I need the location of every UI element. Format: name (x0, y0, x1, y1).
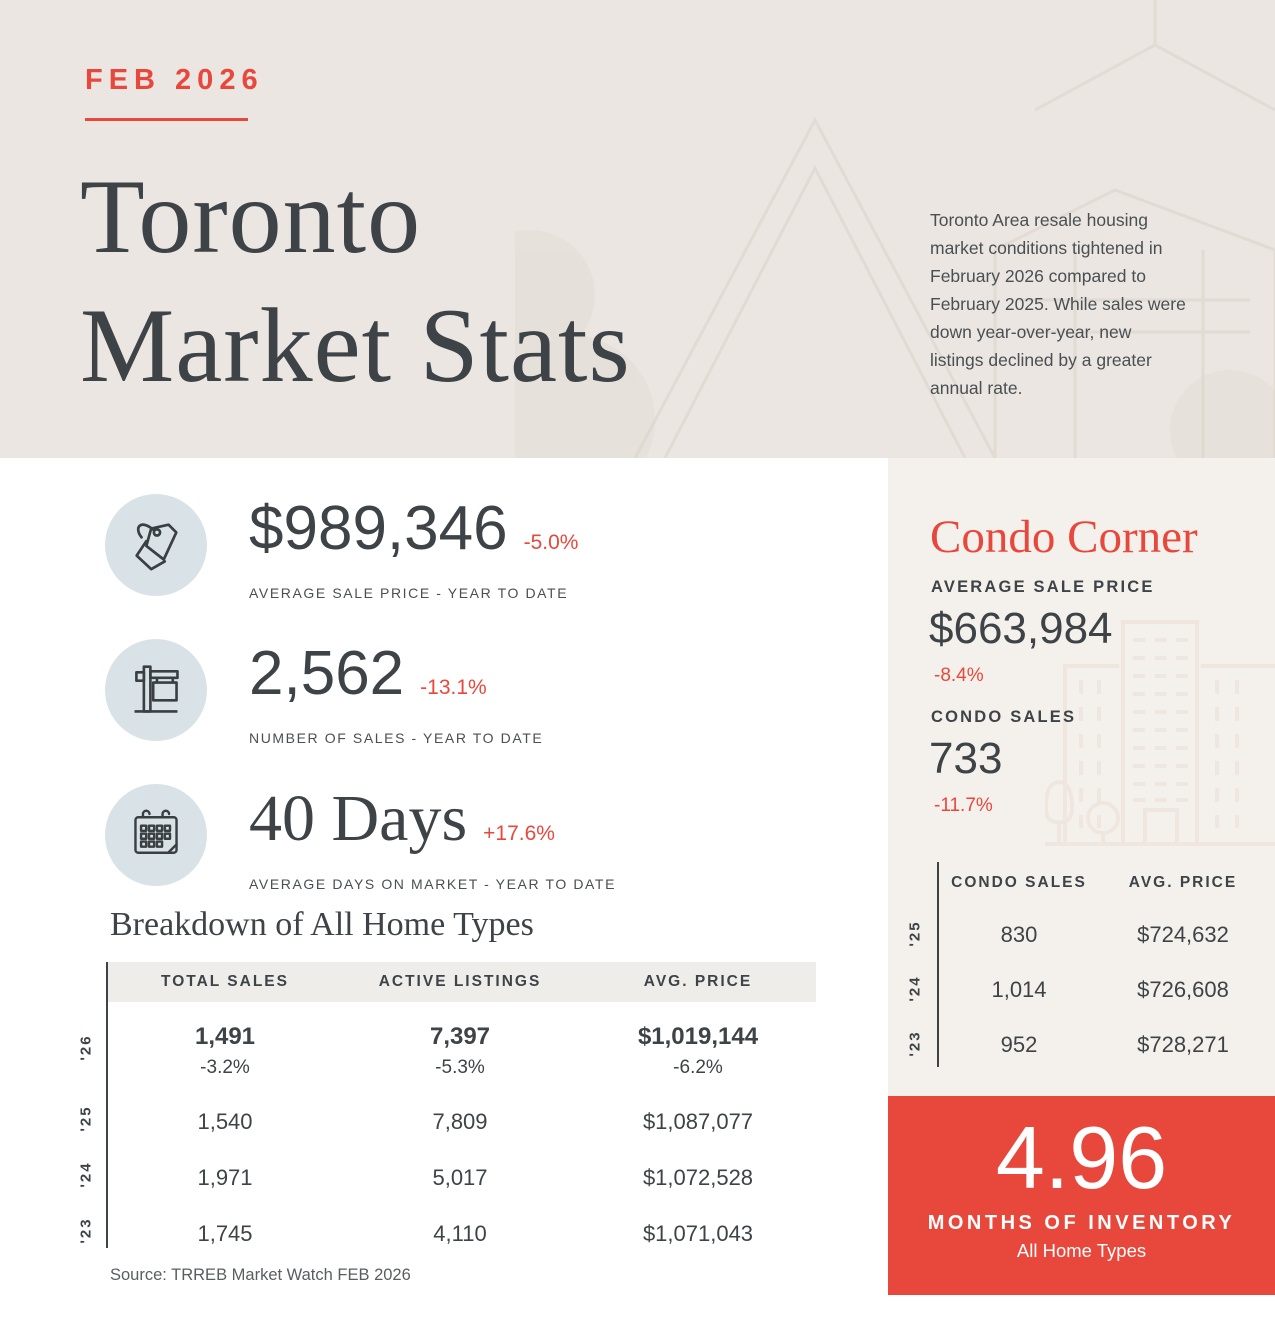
stat-value-line (249, 640, 543, 722)
report-month: FEB 2026 (85, 64, 264, 96)
number-of-sales-value: 2,562 (249, 639, 405, 708)
inventory-sublabel: All Home Types (1016, 1240, 1147, 1261)
days-on-market-label: AVERAGE DAYS ON MARKET - YEAR TO DATE (249, 876, 617, 892)
cell-condo-sales: 1,014 (991, 977, 1047, 1002)
page-title-line1: Toronto (80, 158, 422, 275)
table-row-2026 (108, 1024, 816, 1050)
intro-paragraph: Toronto Area resale housing market conditions tightened in February 2026 compared to February 2025. While sales were down year-over-year, new listings declined by a greater annual rate. (930, 210, 1186, 398)
condo-sales-label: CONDO SALES (931, 708, 1077, 726)
cell-avg-price: $1,019,144 (637, 1023, 759, 1050)
column-header-avg-price: AVG. PRICE (643, 973, 753, 990)
stat-days-on-market (105, 784, 616, 892)
condo-row-2024 (939, 977, 1267, 1002)
column-header-condo-sales: CONDO SALES (951, 874, 1087, 891)
cell-condo-sales: 830 (1000, 922, 1038, 947)
inventory-label: MONTHS OF INVENTORY (927, 1212, 1236, 1234)
cell-avg-price-change: -6.2% (673, 1057, 723, 1078)
cell-active-listings: 5,017 (432, 1165, 488, 1190)
cell-active-listings: 4,110 (433, 1221, 487, 1246)
stat-body (249, 639, 543, 746)
hero-banner (0, 0, 1275, 458)
cell-total-sales: 1,491 (194, 1023, 256, 1050)
column-header-total-sales: TOTAL SALES (161, 973, 289, 990)
cell-total-sales: 1,971 (197, 1165, 253, 1190)
avg-sale-price-value: $989,346 (249, 494, 508, 563)
stat-body (249, 784, 616, 892)
row-year-2024: '24 (77, 1161, 95, 1188)
cell-total-sales: 1,745 (197, 1221, 253, 1246)
days-on-market-change: +17.6% (483, 822, 555, 845)
condo-table (937, 862, 1267, 1067)
condo-row-2025 (939, 922, 1267, 947)
stat-value-line (249, 782, 616, 868)
stat-number-of-sales (105, 639, 616, 746)
cell-avg-price: $1,087,077 (642, 1109, 754, 1134)
column-header-active-listings: ACTIVE LISTINGS (378, 973, 542, 990)
stat-avg-sale-price (105, 494, 616, 601)
condo-row-year-2024: '24 (906, 975, 924, 1002)
breakdown-table (106, 962, 816, 1248)
table-row-2026-changes (108, 1057, 816, 1078)
table-row-2023 (108, 1222, 816, 1246)
condo-avg-price-label: AVERAGE SALE PRICE (931, 578, 1155, 596)
table-row-2025 (108, 1110, 816, 1134)
cell-condo-price: $726,608 (1137, 977, 1229, 1002)
condo-table-header (939, 874, 1267, 892)
row-year-2026: '26 (77, 1034, 95, 1061)
calendar-icon (105, 784, 207, 886)
price-tags-icon (105, 494, 207, 596)
stat-value-line (249, 495, 578, 577)
source-note: Source: TRREB Market Watch FEB 2026 (110, 1266, 411, 1284)
condo-corner-panel (888, 458, 1275, 1096)
cell-avg-price: $1,072,528 (642, 1165, 754, 1190)
cell-condo-sales: 952 (1000, 1032, 1038, 1057)
page-title-line2: Market Stats (80, 287, 631, 405)
row-year-2025: '25 (77, 1105, 95, 1132)
table-row-2024 (108, 1166, 816, 1190)
number-of-sales-change: -13.1% (420, 676, 487, 699)
stat-body (249, 494, 578, 601)
avg-sale-price-label: AVERAGE SALE PRICE - YEAR TO DATE (249, 585, 569, 601)
sale-sign-icon (105, 639, 207, 741)
cell-active-listings: 7,397 (429, 1023, 491, 1050)
cell-avg-price: $1,071,043 (642, 1221, 754, 1246)
months-of-inventory-box (888, 1096, 1275, 1295)
cell-condo-price: $728,271 (1137, 1032, 1229, 1057)
column-header-avg-price: AVG. PRICE (1128, 874, 1238, 891)
date-underline (85, 118, 248, 121)
avg-sale-price-change: -5.0% (523, 531, 579, 554)
number-of-sales-label: NUMBER OF SALES - YEAR TO DATE (249, 730, 544, 746)
inventory-value: 4.96 (995, 1108, 1168, 1207)
condo-row-year-2025: '25 (906, 920, 924, 947)
condo-row-year-2023: '23 (906, 1030, 924, 1057)
condo-row-2023 (939, 1032, 1267, 1057)
condo-avg-price-change: -8.4% (934, 665, 984, 686)
cell-total-sales: 1,540 (197, 1109, 253, 1134)
page-title (80, 152, 631, 411)
cell-total-sales-change: -3.2% (200, 1057, 250, 1078)
key-stats (105, 494, 616, 930)
days-on-market-value: 40 Days (249, 782, 468, 855)
condo-sales-value: 733 (929, 734, 1003, 783)
breakdown-table-header (108, 962, 816, 1002)
condo-sales-change: -11.7% (934, 795, 993, 816)
condo-avg-price-value: $663,984 (929, 604, 1113, 653)
row-year-2023: '23 (77, 1217, 95, 1244)
cell-condo-price: $724,632 (1137, 922, 1229, 947)
cell-active-listings-change: -5.3% (435, 1057, 485, 1078)
condo-corner-title: Condo Corner (930, 511, 1198, 563)
breakdown-title: Breakdown of All Home Types (110, 906, 534, 943)
cell-active-listings: 7,809 (432, 1109, 488, 1134)
